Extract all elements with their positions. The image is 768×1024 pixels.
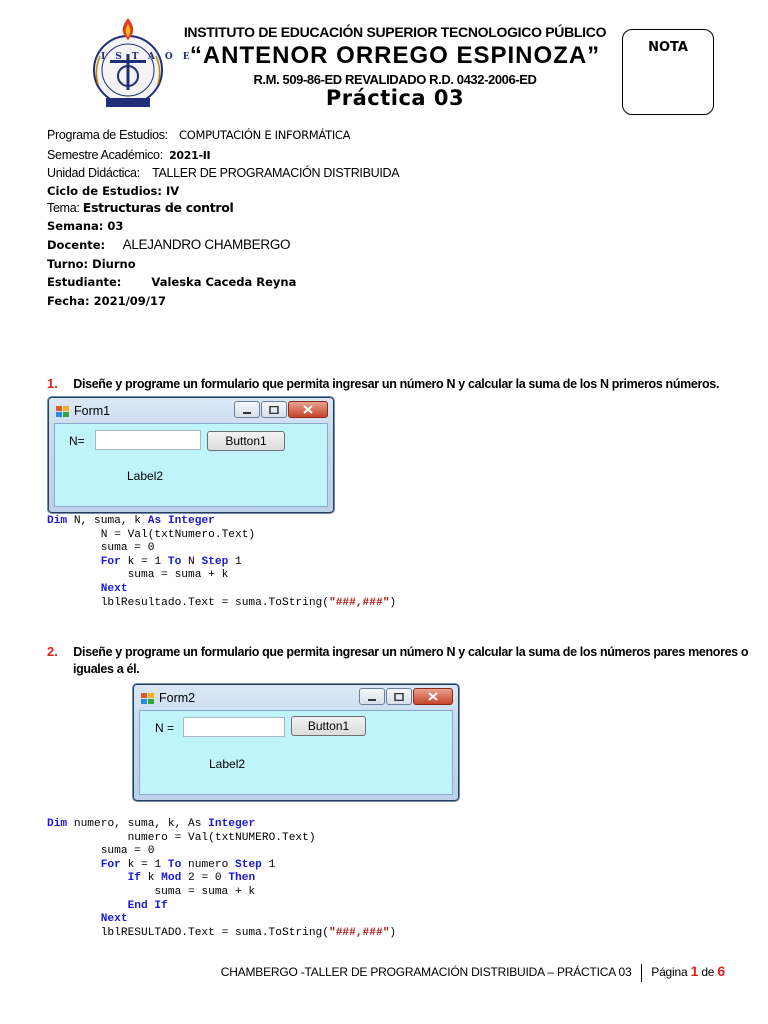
code-text: N, suma, k	[67, 515, 148, 527]
code-line	[47, 900, 396, 914]
minimize-icon	[242, 406, 252, 414]
code-text: k = 1	[120, 555, 168, 568]
semana-label: Semana:	[47, 219, 104, 233]
form2-result-label: Label2	[209, 757, 246, 771]
nota-box	[622, 29, 714, 115]
question-1	[47, 375, 719, 393]
form-icon	[56, 405, 69, 417]
maximize-button[interactable]	[261, 401, 287, 418]
question-1-text: Diseñe y programe un formulario que permita ingresar un número N y calcular la suma de los N primeros números.	[73, 377, 720, 391]
info-ciclo	[47, 184, 179, 198]
close-button[interactable]	[288, 401, 328, 418]
code-keyword: Step	[235, 858, 262, 871]
code-line	[47, 583, 396, 597]
turno-label: Turno:	[47, 257, 89, 271]
page-of: de	[701, 965, 715, 979]
institute-logo	[90, 14, 166, 114]
code-text: suma = suma + k	[127, 569, 229, 582]
form2-button1[interactable]: Button1	[291, 716, 366, 736]
code-text: 2 = 0	[181, 872, 229, 885]
code-keyword: Mod	[161, 872, 182, 885]
institute-name: “ANTENOR ORREGO ESPINOZA”	[189, 42, 601, 69]
code-line	[47, 845, 396, 859]
ciclo-label: Ciclo de Estudios:	[47, 184, 162, 198]
semestre-label: Semestre Académico:	[47, 148, 163, 162]
code-line	[47, 818, 396, 832]
unidad-value: TALLER DE PROGRAMACIÓN DISTRIBUIDA	[152, 166, 400, 180]
programa-value: COMPUTACIÓN E INFORMÁTICA	[179, 128, 351, 142]
page-label: Página	[651, 965, 688, 979]
code-keyword: As Integer	[147, 515, 215, 527]
info-docente	[47, 237, 290, 252]
code-line	[47, 569, 396, 583]
question-1-number: 1.	[47, 376, 58, 391]
close-icon	[428, 692, 438, 701]
code-string: "###,###"	[328, 926, 390, 939]
tema-label: Tema:	[47, 201, 80, 215]
code-keyword: Then	[228, 872, 256, 885]
code-block-1	[47, 515, 396, 610]
info-turno	[47, 257, 136, 271]
code-string: "###,###"	[328, 596, 390, 609]
page-footer	[210, 963, 725, 982]
question-2-text-line2: iguales a él.	[73, 662, 140, 676]
minimize-button[interactable]	[234, 401, 260, 418]
form1-number-input[interactable]	[95, 430, 201, 450]
institute-line: INSTITUTO DE EDUCACIÓN SUPERIOR TECNOLOGICO PÚBLICO	[183, 24, 607, 40]
code-line	[47, 832, 396, 846]
code-text: 1	[228, 555, 242, 568]
code-block-2	[47, 818, 396, 940]
form1-title: Form1	[74, 404, 111, 418]
fecha-value: 2021/09/17	[93, 294, 166, 308]
code-keyword: Next	[100, 913, 128, 926]
code-text: k	[141, 872, 162, 885]
docente-value: ALEJANDRO CHAMBERGO	[122, 237, 291, 252]
code-text: k = 1	[120, 858, 168, 871]
form2-client	[139, 710, 453, 795]
code-keyword: Step	[201, 555, 229, 568]
form1-caption-buttons	[233, 401, 328, 418]
code-keyword: Next	[100, 582, 128, 595]
code-text: lblResultado.Text = suma.ToString(	[100, 596, 329, 609]
ciclo-value: IV	[166, 184, 180, 198]
form2-title: Form2	[159, 691, 196, 705]
code-keyword: Integer	[208, 818, 256, 830]
code-keyword: If	[127, 872, 142, 885]
footer-text: CHAMBERGO -TALLER DE PROGRAMACIÓN DISTRIBUIDA – PRÁCTICA 03	[220, 965, 632, 979]
code-keyword: To	[167, 858, 182, 871]
code-text: numero, suma, k, As	[67, 818, 209, 830]
question-2	[47, 643, 749, 676]
code-text: numero = Val(txtNUMERO.Text)	[127, 831, 316, 844]
semestre-value: 2021-II	[169, 149, 211, 162]
form2-number-input[interactable]	[183, 717, 285, 737]
unidad-label: Unidad Didáctica:	[47, 166, 140, 180]
form1-button1[interactable]: Button1	[207, 431, 285, 451]
code-line	[47, 515, 396, 529]
code-text: numero	[181, 858, 236, 871]
info-semestre	[47, 148, 210, 162]
code-keyword: For	[100, 858, 121, 871]
code-text: 1	[261, 858, 276, 871]
logo-letters: ISTAOE	[101, 52, 200, 62]
code-line	[47, 529, 396, 543]
form-icon	[141, 692, 154, 704]
maximize-button[interactable]	[386, 688, 412, 705]
form2-label-n: N =	[155, 721, 175, 735]
code-line	[47, 886, 396, 900]
code-text: suma = 0	[100, 845, 155, 858]
page-total: 6	[717, 963, 725, 979]
minimize-icon	[367, 693, 377, 701]
resolution-line: R.M. 509-86-ED REVALIDADO R.D. 0432-2006-ED	[253, 72, 537, 87]
info-estudiante	[47, 275, 296, 289]
maximize-icon	[394, 693, 404, 701]
code-text: N = Val(txtNumero.Text)	[100, 528, 256, 541]
code-text: suma = suma + k	[154, 885, 256, 898]
form2-caption-buttons	[358, 688, 453, 705]
code-line	[47, 859, 396, 873]
code-text: N	[181, 555, 202, 568]
info-tema	[47, 200, 234, 215]
info-semana	[47, 219, 123, 233]
code-text: )	[389, 596, 397, 609]
programa-label: Programa de Estudios:	[47, 128, 168, 142]
turno-value: Diurno	[92, 257, 136, 271]
code-keyword: To	[167, 555, 182, 568]
page-current: 1	[690, 963, 699, 979]
code-text: lblRESULTADO.Text = suma.ToString(	[100, 926, 329, 939]
code-line	[47, 913, 396, 927]
footer-divider	[641, 964, 643, 982]
info-programa	[47, 128, 350, 142]
form1-result-label: Label2	[127, 469, 164, 483]
code-text: )	[389, 926, 397, 939]
close-button[interactable]	[413, 688, 453, 705]
form1-window	[47, 396, 335, 514]
maximize-icon	[269, 406, 279, 414]
code-line	[47, 872, 396, 886]
close-icon	[303, 405, 313, 414]
practice-title: Práctica 03	[325, 86, 465, 110]
code-keyword: Dim	[47, 818, 68, 830]
code-text: suma = 0	[100, 542, 155, 555]
form2-window	[132, 683, 460, 802]
form1-client	[54, 423, 328, 507]
code-keyword: For	[100, 555, 121, 568]
code-keyword: End If	[127, 899, 168, 912]
code-line	[47, 927, 396, 941]
code-line	[47, 542, 396, 556]
question-2-number: 2.	[47, 644, 58, 659]
nota-label: NOTA	[648, 40, 688, 55]
tema-value: Estructuras de control	[82, 200, 234, 215]
code-line	[47, 597, 396, 611]
code-keyword: Dim	[47, 515, 68, 527]
form1-label-n: N=	[69, 434, 85, 448]
docente-label: Docente:	[47, 238, 106, 252]
estudiante-label: Estudiante:	[47, 275, 122, 289]
code-line	[47, 556, 396, 570]
estudiante-value: Valeska Caceda Reyna	[151, 275, 297, 289]
info-unidad	[47, 166, 399, 180]
question-2-text-line1: Diseñe y programe un formulario que permita ingresar un número N y calcular la suma de los números pares menores o	[73, 645, 749, 659]
info-fecha	[47, 294, 166, 308]
fecha-label: Fecha:	[47, 294, 90, 308]
minimize-button[interactable]	[359, 688, 385, 705]
semana-value: 03	[107, 219, 124, 233]
